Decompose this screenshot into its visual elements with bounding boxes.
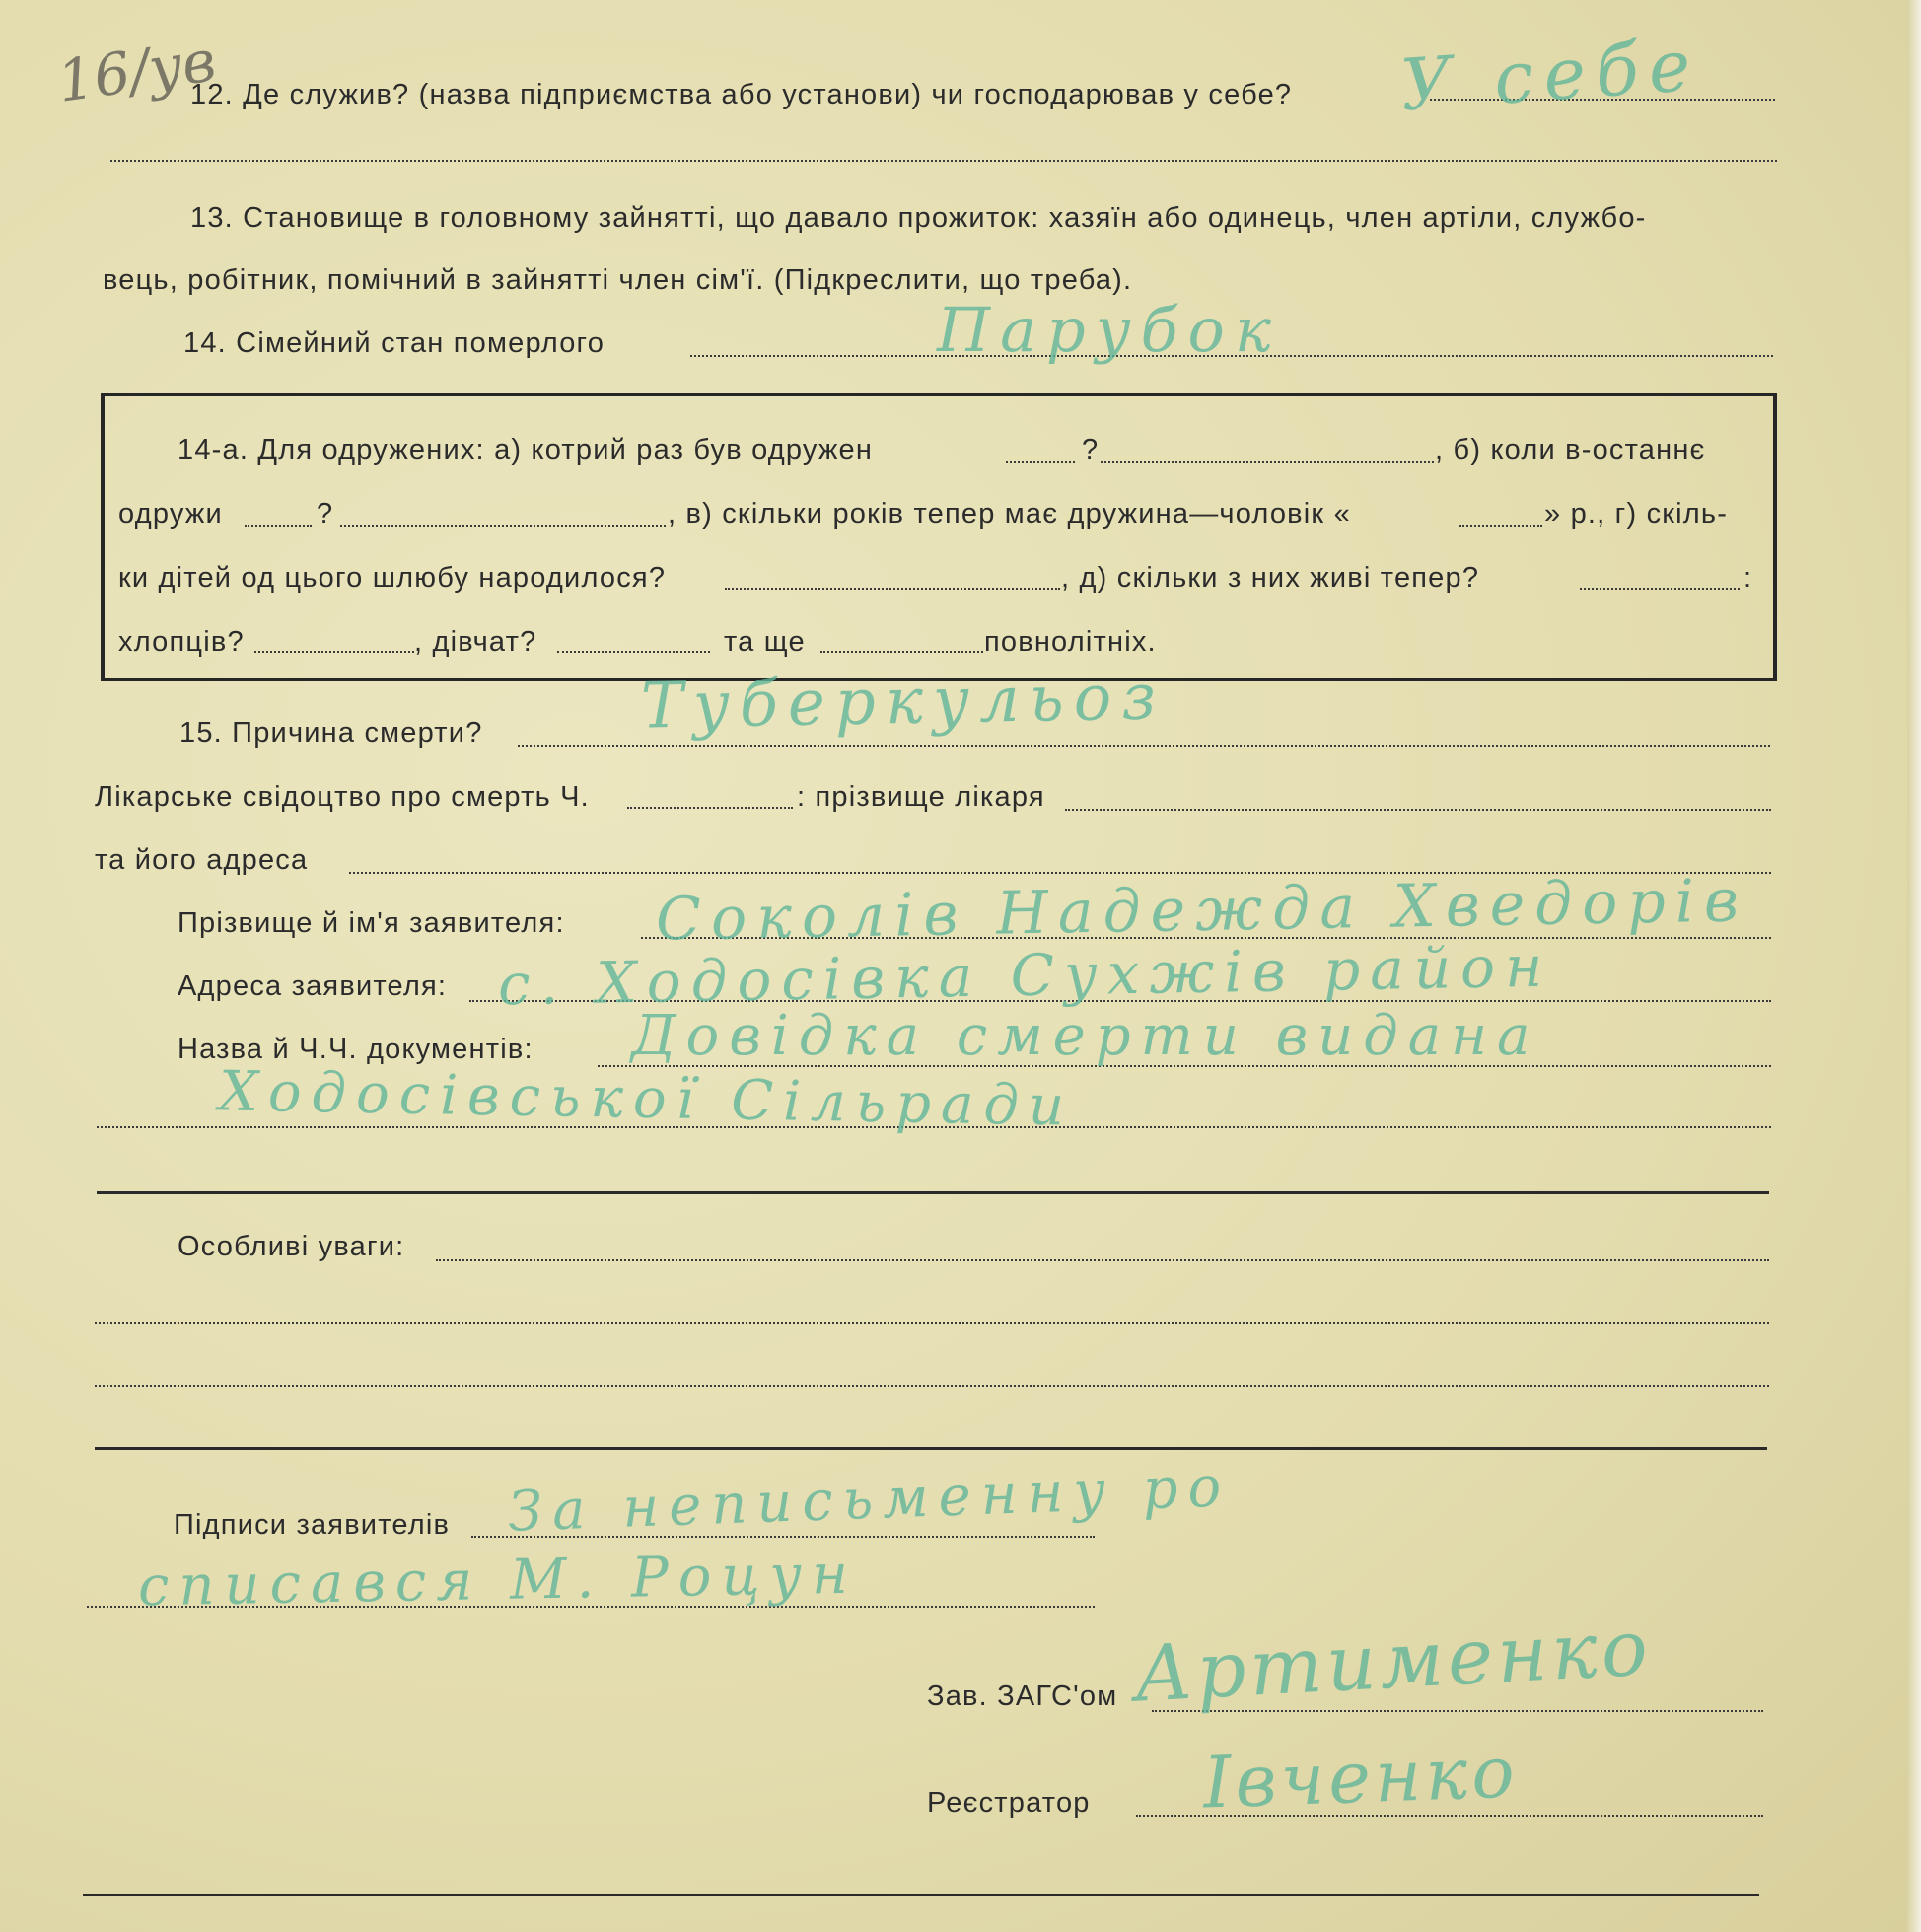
registrar-label: Реєстратор: [927, 1787, 1091, 1819]
applicant-name-value: Соколів Надежда Хведорів: [655, 866, 1749, 955]
applicant-name-label: Прізвище й ім'я заявителя:: [178, 907, 565, 939]
archive-mark: 16/ув: [53, 27, 220, 115]
item-14a-line-1q: ?: [1082, 434, 1100, 465]
remarks-line-1: [436, 1259, 1769, 1261]
item-14a-dots: [1101, 461, 1434, 463]
item-14a-dots: [557, 651, 710, 653]
item-12-continuation-line: [110, 160, 1777, 162]
item-14a-dots: [1580, 588, 1740, 590]
item-15-label: 15. Причина смерти?: [179, 717, 483, 749]
doctor-surname-label: : прізвище лікаря: [797, 781, 1045, 813]
item-14a-dots: [245, 525, 312, 527]
item-14a-line-2a: одружи: [118, 498, 223, 530]
signatures-value-1: За неписьменну ро: [507, 1455, 1233, 1544]
item-14a-line-4c: та ще: [724, 626, 806, 658]
item-15-answer-line: [518, 745, 1770, 747]
signatures-value-2: списався М. Роцун: [137, 1541, 859, 1619]
doctor-surname-line: [1065, 809, 1771, 811]
page-bottom-rule: [83, 1894, 1759, 1896]
item-14a-line-4a: хлопців?: [118, 626, 245, 658]
item-14-label: 14. Сімейний стан померлого: [183, 327, 605, 359]
item-14a-line-4b: , дівчат?: [414, 626, 537, 658]
registrar-signature: Івченко: [1201, 1730, 1520, 1825]
doctor-cert-label: Лікарське свідоцтво про смерть Ч.: [95, 781, 590, 813]
applicant-address-label: Адреса заявителя:: [178, 970, 448, 1002]
item-14-value: Парубок: [937, 294, 1281, 366]
item-12-label: 12. Де служив? (назва підприємства або установи) чи господарював у себе?: [190, 79, 1293, 110]
item-14a-line-3b: , д) скільки з них живі тепер?: [1061, 562, 1480, 594]
section-separator: [95, 1447, 1767, 1450]
item-14a-line-2c: » р., г) скіль-: [1544, 498, 1729, 530]
doctor-address-label: та його адреса: [95, 844, 309, 876]
item-14a-line-3c: :: [1743, 562, 1753, 594]
item-14a-line-2b: , в) скільки років тепер має дружина—чоловік «: [668, 498, 1351, 530]
item-14a-dots: [340, 525, 666, 527]
item-14a-line-1b: , б) коли в-останнє: [1435, 434, 1706, 465]
item-14a-dots: [254, 651, 414, 653]
signatures-label: Підписи заявителів: [174, 1509, 451, 1540]
item-14a-dots: [1006, 461, 1075, 463]
item-14a-line-4d: повнолітніх.: [984, 626, 1157, 658]
item-13-line-2: вець, робітник, помічний в зайнятті член сім'ї. (Підкреслити, що треба).: [103, 264, 1133, 296]
remarks-label: Особливі уваги:: [178, 1231, 405, 1262]
item-13-line-1: 13. Становище в головному зайнятті, що давало прожиток: хазяїн або одинець, член артіли, службо-: [190, 202, 1647, 234]
doctor-cert-number-line: [627, 807, 793, 809]
applicant-docs-value-2: Ходосівської Сільради: [218, 1059, 1075, 1139]
item-14a-dots: [1459, 525, 1542, 527]
page-edge: [1907, 0, 1921, 1932]
remarks-line-2: [95, 1322, 1769, 1324]
head-zags-label: Зав. ЗАГС'ом: [927, 1681, 1118, 1712]
head-zags-signature: Артименко: [1132, 1604, 1654, 1720]
applicant-docs-label: Назва й Ч.Ч. документів:: [178, 1034, 534, 1065]
applicant-docs-value-1: Довідка смерти видана: [631, 1004, 1540, 1068]
applicant-address-value: с. Ходосівка Сухжів район: [497, 932, 1553, 1019]
remarks-line-3: [95, 1385, 1769, 1387]
item-14a-line-1a: 14-а. Для одружених: а) котрий раз був одружен: [178, 434, 874, 465]
item-14a-dots: [820, 651, 983, 653]
section-separator: [97, 1191, 1769, 1194]
item-14a-dots: [725, 588, 1060, 590]
item-15-value: Туберкульоз: [640, 661, 1167, 744]
item-12-value: У себе: [1397, 23, 1703, 127]
item-14a-line-2q: ?: [317, 498, 334, 530]
item-14a-line-3a: ки дітей од цього шлюбу народилося?: [118, 562, 667, 594]
